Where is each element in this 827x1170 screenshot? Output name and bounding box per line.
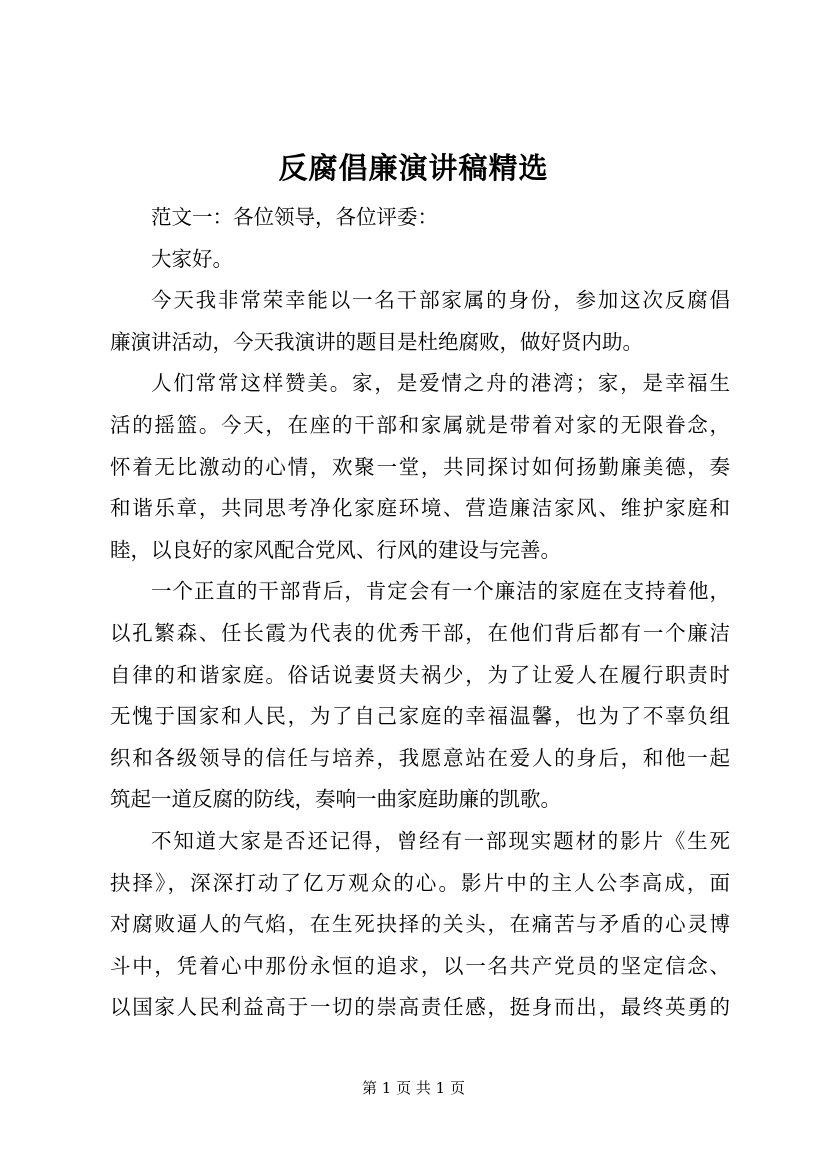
text-line: 范文一：各位领导，各位评委： <box>151 205 438 229</box>
text-line: 睦，以良好的家风配合党风、行风的建设与完善。 <box>110 537 561 562</box>
text-line: 人们常常这样赞美。家，是爱情之舟的港湾；家，是幸福生 <box>151 371 730 396</box>
text-line: 和谐乐章，共同思考净化家庭环境、营造廉洁家风、维护家庭和 <box>110 496 730 521</box>
text-line: 抉择》，深深打动了亿万观众的心。影片中的主人公李高成，面 <box>110 870 730 895</box>
text-line: 一个正直的干部背后，肯定会有一个廉洁的家庭在支持着他， <box>151 579 730 604</box>
text-line: 今天我非常荣幸能以一名干部家属的身份，参加这次反腐倡 <box>151 288 730 313</box>
text-line: 以国家人民利益高于一切的崇高责任感，挺身而出，最终英勇的 <box>110 995 730 1020</box>
text-line: 无愧于国家和人民，为了自己家庭的幸福温馨，也为了不辜负组 <box>110 704 730 729</box>
text-line: 以孔繁森、任长霞为代表的优秀干部，在他们背后都有一个廉洁 <box>110 620 730 645</box>
text-line: 廉演讲活动，今天我演讲的题目是杜绝腐败，做好贤内助。 <box>110 329 643 354</box>
text-line: 斗中，凭着心中那份永恒的追求，以一名共产党员的坚定信念、 <box>110 953 730 978</box>
page-footer: 第 1 页 共 1 页 <box>362 1079 465 1097</box>
text-line: 筑起一道反腐的防线，奏响一曲家庭助廉的凯歌。 <box>110 787 561 812</box>
body-text <box>110 197 730 1029</box>
text-line: 织和各级领导的信任与培养，我愿意站在爱人的身后，和他一起 <box>110 745 730 770</box>
text-line: 不知道大家是否还记得，曾经有一部现实题材的影片《生死 <box>151 828 730 853</box>
text-line: 对腐败逼人的气焰，在生死抉择的关头，在痛苦与矛盾的心灵博 <box>110 912 730 937</box>
text-line: 怀着无比激动的心情，欢聚一堂，共同探讨如何扬勤廉美德，奏 <box>110 454 730 479</box>
text-line: 活的摇篮。今天，在座的干部和家属就是带着对家的无限眷念， <box>110 412 730 437</box>
text-line: 自律的和谐家庭。俗话说妻贤夫祸少，为了让爱人在履行职责时 <box>110 662 730 687</box>
page-title: 反腐倡廉演讲稿精选 <box>278 151 549 185</box>
text-line: 大家好。 <box>151 246 233 271</box>
